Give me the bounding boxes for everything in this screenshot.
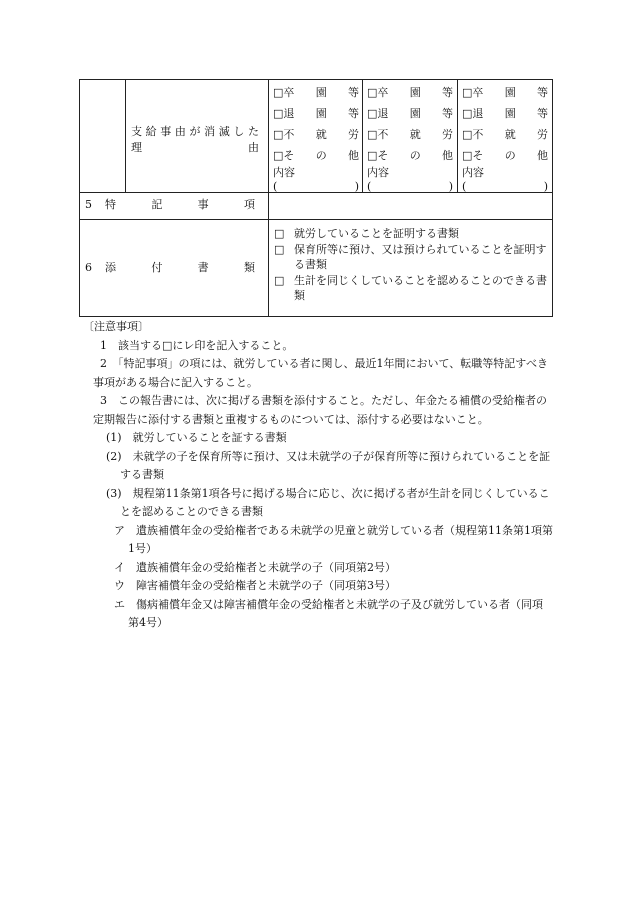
reason-label-char: 理 [131,141,142,154]
paren-open: ( [367,180,372,193]
naiyo-label: 内容 [367,166,389,179]
reason-option [273,82,359,103]
notes-heading: 〔注意事項〕 [83,320,149,333]
note-3-sub-u: ウ 障害補償年金の受給権者と未就学の子（同項第3号） [114,579,396,592]
reason-option [367,103,453,124]
reason-option [462,82,548,103]
note-3-item-2: (2) 未就学の子を保育所等に預け、又は未就学の子が保育所等に預けられていることを証する書類 [106,449,551,481]
reason-option-text: □卒 [462,86,484,99]
note-1: 1 該当する□にレ印を記入すること。 [100,338,294,352]
reason-label-line1 [131,125,259,139]
tokki-label-char: 特 [105,198,116,211]
attachment-item [274,242,550,273]
naiyo-paren [273,180,359,193]
attachment-text: 生計を同じくしていることを認めることのできる書類 [294,273,547,302]
paren-close: ) [543,180,548,193]
reason-option [462,103,548,124]
reason-option-text: 等 [442,107,453,120]
reason-option-text: の [409,149,421,162]
reason-option-text: 等 [537,107,548,120]
reason-option-text: 園 [409,86,421,99]
reason-option-text: □不 [367,128,389,141]
naiyo-label: 内容 [273,166,295,179]
tenpu-label-char: 付 [151,261,163,274]
reason-column-3 [462,82,548,193]
row-divider [79,219,553,220]
reason-option-text: 他 [537,149,548,162]
reason-option-text: □そ [462,149,484,162]
reason-option-text: 等 [348,107,359,120]
note-3: 3 この報告書には、次に掲げる書類を添付すること。ただし、年金たる補償の受給権者の定期報告に添付する書類と重複するものについては、添付する必要はないこと。 [93,394,547,426]
tokki-label-char: 事 [197,198,209,211]
col-divider [362,79,363,193]
paren-close: ) [448,180,453,193]
reason-option-text: 労 [442,128,453,141]
tenpu-label-char: 類 [243,261,255,274]
reason-option-text: の [504,149,516,162]
table-right-border [552,79,553,317]
reason-option [462,145,548,166]
checkbox-glyph: □ [274,227,285,240]
paren-open: ( [462,180,467,193]
reason-option-text: 就 [409,128,421,141]
reason-label-char: 由 [248,141,259,154]
attachment-text: 保育所等に預け、又は預けられていることを証明する書類 [294,242,547,271]
reason-option-text: □退 [367,107,389,120]
reason-option-text: 労 [537,128,548,141]
reason-label-char: 支 [131,125,142,138]
paren-close: ) [354,180,359,193]
paren-open: ( [273,180,278,193]
reason-label-char: た [248,125,259,138]
table-bottom-border [79,316,553,317]
reason-option [367,82,453,103]
reason-label-char: 消 [204,125,216,138]
reason-label [131,125,259,155]
reason-label-line2 [131,141,259,155]
reason-option-text: □そ [367,149,389,162]
note-2: 2 「特記事項」の項には、就労している者に関し、最近1年間において、転職等特記すべき事項がある場合に記入すること。 [93,357,549,389]
tenpu-label-char: 書 [197,261,209,274]
reason-option-text: □そ [273,149,295,162]
naiyo-paren [367,180,453,193]
col-divider [125,79,126,193]
reason-option-text: 他 [348,149,359,162]
reason-option-text: 等 [348,86,359,99]
reason-option-text: □退 [273,107,295,120]
reason-option [367,124,453,145]
reason-option-text: 他 [442,149,453,162]
col-divider [268,79,269,317]
table-top-border [79,79,553,80]
reason-label-char: 滅 [218,125,230,138]
attachment-item [274,226,550,242]
reason-option-text: □不 [273,128,295,141]
notes-section [83,318,553,633]
reason-option-text: 園 [315,107,327,120]
naiyo-paren [462,180,548,193]
reason-option-text: 就 [315,128,327,141]
checkbox-glyph: □ [274,273,285,287]
reason-option-text: □退 [462,107,484,120]
row-number: 6 [85,261,92,274]
reason-option-text: 園 [504,86,516,99]
reason-label-char: 給 [145,125,157,138]
note-3-sub-e: エ 傷病補償年金又は障害補償年金の受給権者と未就学の子及び就労している者（同項第4号） [114,597,543,629]
reason-option-text: 等 [442,86,453,99]
attachment-item [274,273,550,304]
note-3-sub-a: ア 遺族補償年金の受給権者である未就学の児童と就労している者（規程第11条第1項第1号） [114,523,553,555]
reason-option-text: 等 [537,86,548,99]
reason-column-2 [367,82,453,193]
note-3-item-1: (1) 就労していることを証する書類 [106,431,287,444]
reason-option-text: 労 [348,128,359,141]
reason-label-char: 事 [160,125,172,138]
naiyo-label: 内容 [462,166,484,179]
tokki-label [105,198,255,212]
col-divider [457,79,458,193]
reason-option [462,124,548,145]
reason-option [367,145,453,166]
reason-option-text: 就 [504,128,516,141]
note-3-sub-i: イ 遺族補償年金の受給権者と未就学の子（同項第2号） [114,560,396,574]
tokki-label-char: 項 [243,198,255,211]
row-number: 5 [85,198,92,211]
reason-option [273,145,359,166]
table-left-border [79,79,80,317]
reason-option-text: の [315,149,327,162]
reason-option [273,124,359,145]
reason-option-text: □卒 [367,86,389,99]
tenpu-label [105,261,255,275]
note-3-item-3: (3) 規程第11条第1項各号に掲げる場合に応じ、次に掲げる者が生計を同じくしていることを認めることのできる書類 [106,486,550,518]
reason-option-text: 園 [315,86,327,99]
reason-label-char: し [233,125,245,138]
attachment-list [274,226,550,304]
reason-option-text: □不 [462,128,484,141]
reason-label-char: 由 [174,125,186,138]
reason-label-char: が [189,125,201,138]
tokki-label-char: 記 [151,198,163,211]
reason-option-text: □卒 [273,86,295,99]
reason-option-text: 園 [504,107,516,120]
attachment-text: 就労していることを証明する書類 [294,227,459,240]
tenpu-label-char: 添 [105,261,116,274]
reason-option-text: 園 [409,107,421,120]
reason-option [273,103,359,124]
reason-column-1 [273,82,359,193]
checkbox-glyph: □ [274,242,285,256]
